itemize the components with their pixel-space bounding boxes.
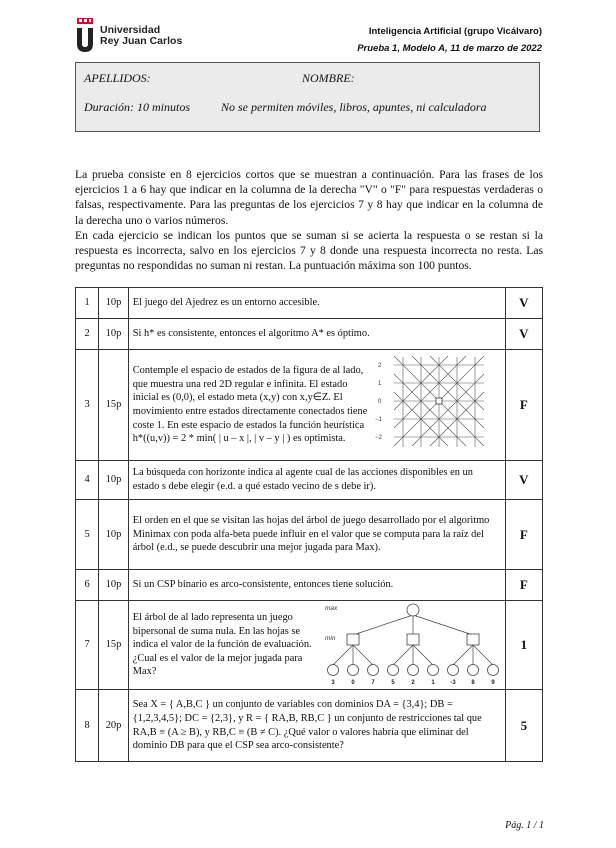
grid-y-tick: −1 xyxy=(375,417,383,423)
question-points: 10p xyxy=(99,570,129,601)
exam-header xyxy=(357,23,542,57)
leaf-value: 0 xyxy=(351,680,355,686)
leaf-value: 3 xyxy=(331,680,335,686)
leaf-value: 2 xyxy=(411,680,415,686)
question-answer: 1 xyxy=(505,601,542,690)
max-root-node xyxy=(407,604,419,616)
course-title: Inteligencia Artificial (grupo Vicálvaro) xyxy=(368,26,542,37)
instructions xyxy=(75,167,543,273)
university-name-line1: Universidad xyxy=(100,24,161,36)
leaf-node xyxy=(487,665,498,676)
question-points: 10p xyxy=(99,500,129,570)
question-number: 3 xyxy=(76,350,99,461)
question-answer: V xyxy=(505,288,542,319)
leaf-node xyxy=(427,665,438,676)
question-cell xyxy=(128,350,505,461)
question-answer: F xyxy=(505,500,542,570)
question-text: El orden en el que se visitan las hojas del árbol de juego desarrollado por el algoritmo Minimax con poda alfa-beta puede influir en el valor que se computa para la raíz del árbol (e.d., se puede descubrir una mejor jugada para Max). xyxy=(128,500,505,570)
questions-table xyxy=(75,287,543,762)
leaf-value: 8 xyxy=(471,680,475,686)
leaf-node xyxy=(367,665,378,676)
question-points: 10p xyxy=(99,288,129,319)
question-row xyxy=(76,690,543,762)
leaf-node xyxy=(347,665,358,676)
question-cell xyxy=(128,601,505,690)
leaf-node xyxy=(387,665,398,676)
page-number: Pág. 1 / 1 xyxy=(505,820,544,831)
surnames-label: APELLIDOS: xyxy=(84,71,151,85)
university-logo xyxy=(74,18,234,56)
question-text: El árbol de al lado representa un juego bipersonal de suma nula. En las hojas se indica el valor de la función de evaluación. ¿Cual es el valor de la mejor jugada para Max? xyxy=(132,612,312,678)
instructions-paragraph-1: La prueba consiste en 8 ejercicios cortos que se muestran a continuación. Para las frases de los ejercicios 1 a 6 hay que indicar en la columna de la derecha "V" o "F" para respuestas verdaderas o falsas, respectivamente. Para las preguntas de los ejercicios 7 y 8 hay que indicar en la columna de la derecha uno o varios números. xyxy=(75,168,543,227)
university-name-line2: Rey Juan Carlos xyxy=(100,35,183,47)
question-points: 20p xyxy=(99,690,129,762)
leaf-value: 5 xyxy=(391,680,395,686)
question-number: 6 xyxy=(76,570,99,601)
grid-y-tick: 0 xyxy=(378,399,382,405)
rules-label: No se permiten móviles, libros, apuntes, ni calculadora xyxy=(221,100,487,114)
min-node xyxy=(347,634,359,645)
question-number: 5 xyxy=(76,500,99,570)
question-points: 10p xyxy=(99,319,129,350)
question-answer: F xyxy=(505,570,542,601)
name-label: NOMBRE: xyxy=(302,71,355,85)
question-text: La búsqueda con horizonte indica al agente cual de las acciones disponibles en un estado s debe elegir (e.d. a qué estado vecino de s debe ir). xyxy=(128,461,505,500)
question-text: Si h* es consistente, entonces el algoritmo A* es óptimo. xyxy=(128,319,505,350)
question-answer: V xyxy=(505,461,542,500)
question-text: Sea X = { A,B,C } un conjunto de variables con dominios DA = {3,4}; DB = {1,2,3,4,5}; DC = {2,3}, y R = { RA,B, RB,C } un conjunto de restricciones tal que RA,B ≡ (A ≥ B), y RB,C ≡ (B ≠ C). ¿Qué valor o valores habría que eliminar del dominio DB para que el CSP sea arco-consistente? xyxy=(128,690,505,762)
question-number: 8 xyxy=(76,690,99,762)
question-row xyxy=(76,570,543,601)
question-text: Si un CSP binario es arco-consistente, entonces tiene solución. xyxy=(128,570,505,601)
question-text: El juego del Ajedrez es un entorno accesible. xyxy=(128,288,505,319)
question-number: 4 xyxy=(76,461,99,500)
max-level-label: max xyxy=(324,605,338,612)
min-level-label: min xyxy=(324,635,336,642)
leaf-node xyxy=(407,665,418,676)
grid-state-space-figure xyxy=(374,355,494,455)
question-number: 1 xyxy=(76,288,99,319)
leaf-value: -3 xyxy=(450,680,456,686)
min-node xyxy=(407,634,419,645)
grid-y-tick: 2 xyxy=(378,363,382,369)
question-row xyxy=(76,350,543,461)
question-row xyxy=(76,288,543,319)
grid-origin-node xyxy=(436,398,442,404)
question-answer: F xyxy=(505,350,542,461)
question-points: 15p xyxy=(99,601,129,690)
game-tree-figure xyxy=(323,603,501,687)
question-points: 15p xyxy=(99,350,129,461)
exam-title: Prueba 1, Modelo A, 11 de marzo de 2022 xyxy=(357,43,542,54)
question-number: 7 xyxy=(76,601,99,690)
leaf-node xyxy=(327,665,338,676)
question-answer: 5 xyxy=(505,690,542,762)
leaf-value: 1 xyxy=(431,680,435,686)
question-row xyxy=(76,461,543,500)
question-number: 2 xyxy=(76,319,99,350)
grid-y-tick: 1 xyxy=(378,381,382,387)
duration-label: Duración: 10 minutos xyxy=(84,100,190,114)
question-row xyxy=(76,601,543,690)
question-text: Contemple el espacio de estados de la figura de al lado, que muestra una red 2D regular e infinita. El estado inicial es (0,0), el estado meta (x,y) con x,y∈Z. El movimiento entre estados directamente conectados tiene coste 1. En este espacio de estados la función heurística h*((u,v)) = 2 * min( | u – x |, | v – y | ) es optimista. xyxy=(132,365,368,445)
grid-y-tick: −2 xyxy=(375,435,383,441)
question-row xyxy=(76,500,543,570)
leaf-value: 9 xyxy=(491,680,495,686)
crown-logo-icon xyxy=(74,18,96,54)
min-node xyxy=(467,634,479,645)
student-id-box xyxy=(75,62,540,132)
question-points: 10p xyxy=(99,461,129,500)
leaf-node xyxy=(447,665,458,676)
leaf-node xyxy=(467,665,478,676)
instructions-paragraph-2: En cada ejercicio se indican los puntos que se suman si se acierta la respuesta o se restan si la respuesta es incorrecta, salvo en los ejercicios 7 y 8 donde una respuesta incorrecta no resta. Las preguntas no respondidas no suman ni restan. La puntuación máxima son 100 puntos. xyxy=(75,228,543,273)
question-answer: V xyxy=(505,319,542,350)
question-row xyxy=(76,319,543,350)
leaf-value: 7 xyxy=(371,680,375,686)
